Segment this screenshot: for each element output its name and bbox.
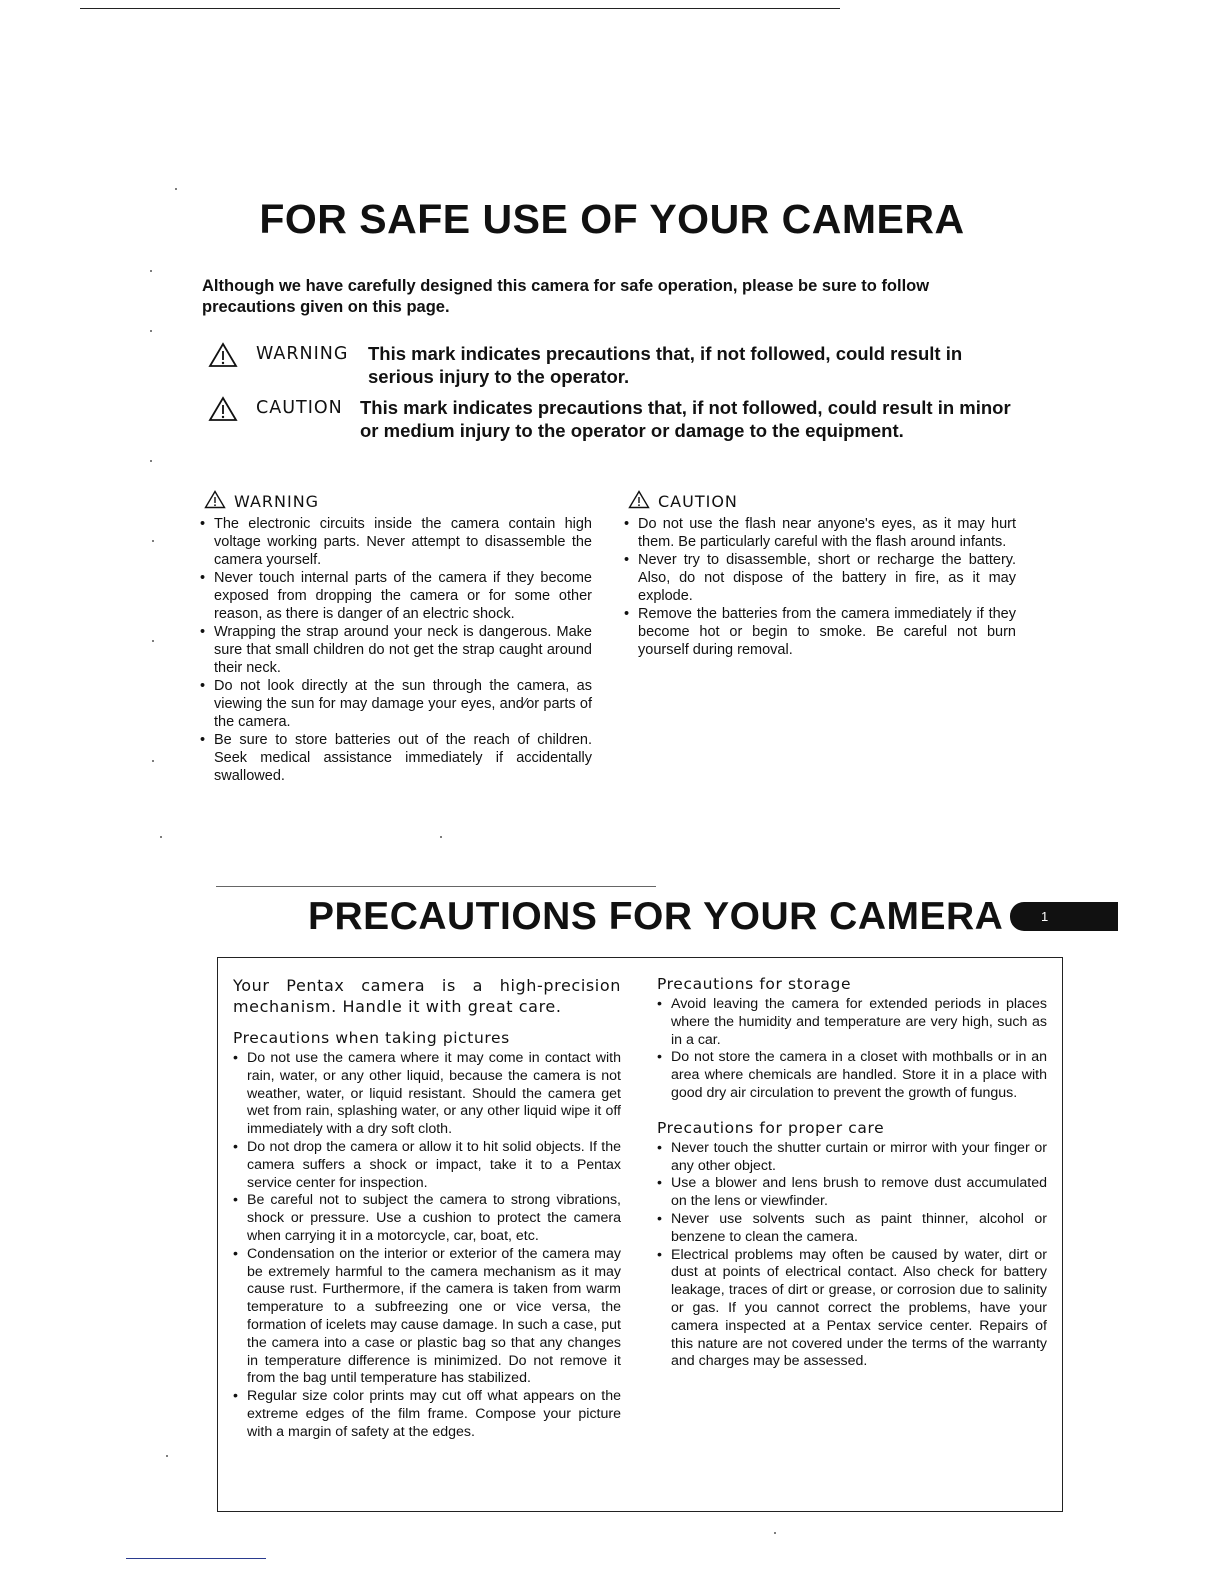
scan-line-bottom <box>126 1558 266 1559</box>
warning-list <box>200 515 592 785</box>
scan-speck <box>440 836 442 838</box>
scan-speck <box>160 836 162 838</box>
precautions-right-column <box>657 975 1047 1371</box>
legend-caution-text: This mark indicates precautions that, if not followed, could result in minor or medium injury to the operator or damage to the equipment. <box>360 397 1011 441</box>
warning-heading <box>204 490 592 513</box>
warning-item: • Do not look directly at the sun through the camera, as viewing the sun for may damage your eyes, and∕or parts of the camera. <box>200 677 592 731</box>
caution-item: • Do not use the flash near anyone's eyes, as it may hurt them. Be particularly careful with the flash around infants. <box>624 515 1016 551</box>
caution-triangle-icon <box>628 490 650 513</box>
caution-list <box>624 515 1016 659</box>
care-item: • Use a blower and lens brush to remove dust accumulated on the lens or viewfinder. <box>657 1175 1047 1211</box>
caution-item: • Remove the batteries from the camera immediately if they become hot or begin to smoke. Be careful not burn yourself during removal. <box>624 605 1016 659</box>
scan-speck <box>152 640 154 642</box>
taking-pictures-heading: Precautions when taking pictures <box>233 1029 510 1047</box>
legend-caution <box>208 396 1026 442</box>
caution-heading <box>628 490 1016 513</box>
precautions-left-column <box>233 975 621 1442</box>
care-list <box>657 1140 1047 1371</box>
scan-speck <box>175 188 177 190</box>
care-item: • Electrical problems may often be caused by water, dirt or dust at points of electrical contact. Also check for battery leakage, traces of dirt or grease, or corrosion due to salinity or gas. If you cannot correct the problems, have your camera inspected at a Pentax service center. Repairs of this nature are not covered under the terms of the warranty and charges may be assessed. <box>657 1247 1047 1372</box>
taking-pictures-item: • Do not drop the camera or allow it to hit solid objects. If the camera suffers a shock or impact, take it to a Pentax service center for inspection. <box>233 1139 621 1192</box>
taking-pictures-list <box>233 1050 621 1442</box>
warning-item: • Be sure to store batteries out of the reach of children. Seek medical assistance immediately if accidentally swallowed. <box>200 731 592 785</box>
warning-column <box>200 490 592 785</box>
storage-heading: Precautions for storage <box>657 975 852 993</box>
precautions-title: PRECAUTIONS FOR YOUR CAMERA <box>308 895 1004 938</box>
taking-pictures-item: • Regular size color prints may cut off what appears on the extreme edges of the film frame. Compose your picture with a margin of safety at the edges. <box>233 1388 621 1441</box>
warning-triangle-icon <box>204 490 226 513</box>
taking-pictures-item: • Do not use the camera where it may come in contact with rain, water, or any other liquid, because the camera is not weather, water, or liquid resistant. Should the camera get wet from rain, splashing water, or any other liquid wipe it off immediately with a dry soft cloth. <box>233 1050 621 1139</box>
storage-list <box>657 996 1047 1103</box>
warning-item: • The electronic circuits inside the camera contain high voltage working parts. Never attempt to disassemble the camera yourself. <box>200 515 592 569</box>
scan-speck <box>150 270 152 272</box>
scan-speck <box>150 330 152 332</box>
page-number-tab <box>1010 902 1118 931</box>
storage-item: • Do not store the camera in a closet with mothballs or in an area where chemicals are handled. Store it in a place with good dry air circulation to prevent the growth of fungus. <box>657 1049 1047 1102</box>
caution-column <box>624 490 1016 659</box>
page-number: 1 <box>1041 909 1049 924</box>
scan-speck <box>150 460 152 462</box>
care-heading: Precautions for proper care <box>657 1118 885 1137</box>
warning-item: • Wrapping the strap around your neck is dangerous. Make sure that small children do not get the strap caught around their neck. <box>200 623 592 677</box>
caution-triangle-icon <box>208 396 238 427</box>
warning-triangle-icon <box>208 342 238 373</box>
legend-warning <box>208 342 1026 388</box>
safe-use-intro: Although we have carefully designed this camera for safe operation, please be sure to follow precautions given on this page. <box>202 277 930 316</box>
precautions-box <box>217 957 1063 1512</box>
precautions-lead: Your Pentax camera is a high-precision mechanism. Handle it with great care. <box>233 976 621 1016</box>
care-item: • Never use solvents such as paint thinner, alcohol or benzene to clean the camera. <box>657 1211 1047 1247</box>
care-item: • Never touch the shutter curtain or mirror with your finger or any other object. <box>657 1140 1047 1176</box>
warning-heading-label: WARNING <box>234 491 320 511</box>
scan-speck <box>152 540 154 542</box>
legend-caution-key: CAUTION <box>256 398 343 418</box>
taking-pictures-item: • Condensation on the interior or exterior of the camera may be extremely harmful to the camera mechanism as it may cause rust. Furthermore, if the camera is taken from warm temperature to a subfreezing one or vice versa, the formation of icelets may cause damage. In such a case, put the camera into a case or plastic bag so that any changes in temperature difference is minimized. Do not remove it from the bag until temperature has stabilized. <box>233 1246 621 1388</box>
legend-warning-text: This mark indicates precautions that, if not followed, could result in serious injury to the operator. <box>368 343 963 387</box>
scan-line-top <box>80 8 840 9</box>
scan-line-mid <box>216 886 656 887</box>
warning-item: • Never touch internal parts of the camera if they become exposed from dropping the camera or for some other reason, as there is danger of an electric shock. <box>200 569 592 623</box>
scan-speck <box>152 760 154 762</box>
legend-warning-key: WARNING <box>256 344 349 364</box>
taking-pictures-item: • Be careful not to subject the camera to strong vibrations, shock or pressure. Use a cushion to protect the camera when carrying it in a motorcycle, car, boat, etc. <box>233 1192 621 1245</box>
safe-use-title: FOR SAFE USE OF YOUR CAMERA <box>259 196 965 242</box>
scan-speck <box>166 1455 168 1457</box>
caution-heading-label: CAUTION <box>658 491 738 511</box>
scan-speck <box>774 1532 776 1534</box>
storage-item: • Avoid leaving the camera for extended periods in places where the humidity and temperature are very high, such as in a car. <box>657 996 1047 1049</box>
caution-item: • Never try to disassemble, short or recharge the battery. Also, do not dispose of the battery in fire, as it may explode. <box>624 551 1016 605</box>
